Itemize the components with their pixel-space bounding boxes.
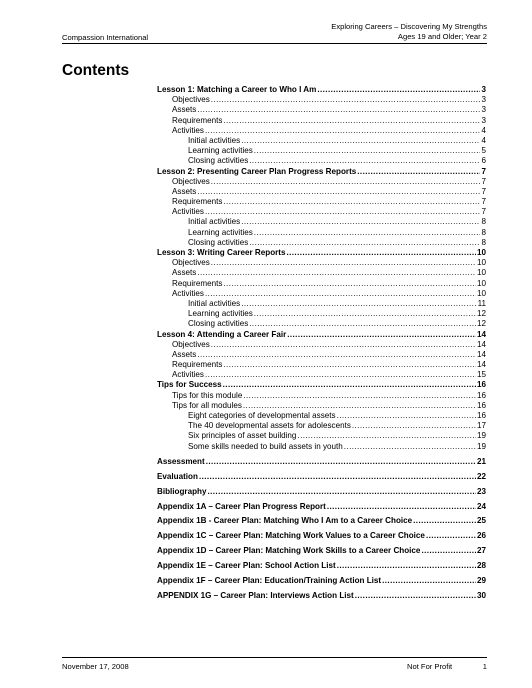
toc-entry-page: 16 bbox=[476, 390, 486, 400]
toc-dot-leader bbox=[223, 380, 476, 390]
toc-entry-page: 15 bbox=[476, 370, 486, 380]
toc-dot-leader bbox=[207, 487, 476, 497]
toc-entry[interactable] bbox=[157, 309, 486, 319]
toc-entry-page: 24 bbox=[476, 501, 486, 511]
toc-entry[interactable] bbox=[157, 487, 486, 497]
toc-dot-leader bbox=[327, 502, 476, 512]
toc-entry-label: Requirements bbox=[172, 197, 223, 207]
toc-dot-leader bbox=[413, 516, 476, 526]
toc-dot-leader bbox=[352, 421, 476, 431]
footer-divider bbox=[62, 657, 487, 658]
toc-dot-leader bbox=[286, 248, 476, 258]
toc-entry-label: Lesson 2: Presenting Career Plan Progress Reports bbox=[157, 166, 357, 176]
toc-entry[interactable] bbox=[157, 167, 486, 177]
toc-entry[interactable] bbox=[157, 401, 486, 411]
toc-dot-leader bbox=[197, 105, 480, 115]
toc-entry[interactable] bbox=[157, 319, 486, 329]
toc-entry-page: 17 bbox=[476, 421, 486, 431]
toc-entry[interactable] bbox=[157, 248, 486, 258]
toc-entry-page: 19 bbox=[476, 441, 486, 451]
toc-entry-page: 14 bbox=[476, 339, 486, 349]
toc-entry-page: 5 bbox=[481, 146, 486, 156]
toc-entry-label: Assets bbox=[172, 349, 197, 359]
toc-entry-label: Appendix 1A – Career Plan Progress Report bbox=[157, 501, 326, 511]
toc-entry-page: 10 bbox=[476, 288, 486, 298]
toc-dot-leader bbox=[197, 268, 476, 278]
toc-entry-page: 14 bbox=[476, 360, 486, 370]
toc-entry-label: Bibliography bbox=[157, 486, 207, 496]
toc-dot-leader bbox=[337, 411, 476, 421]
toc-entry-label: Appendix 1F – Career Plan: Education/Training Action List bbox=[157, 576, 382, 586]
toc-entry-page: 7 bbox=[481, 176, 486, 186]
toc-dot-leader bbox=[254, 146, 481, 156]
toc-dot-leader bbox=[421, 546, 476, 556]
toc-entry-page: 8 bbox=[481, 217, 486, 227]
toc-entry-page: 4 bbox=[481, 135, 486, 145]
toc-entry-label: Closing activities bbox=[188, 156, 249, 166]
toc-entry-label: Initial activities bbox=[188, 298, 241, 308]
toc-dot-leader bbox=[426, 531, 476, 541]
toc-dot-leader bbox=[254, 228, 481, 238]
toc-entry-label: Objectives bbox=[172, 339, 210, 349]
toc-entry-page: 3 bbox=[481, 95, 486, 105]
toc-entry-label: Assessment bbox=[157, 456, 205, 466]
toc-dot-leader bbox=[223, 279, 476, 289]
toc-entry-page: 26 bbox=[476, 531, 486, 541]
toc-dot-leader bbox=[205, 126, 481, 136]
toc-entry[interactable] bbox=[157, 136, 486, 146]
toc-entry-page: 10 bbox=[476, 258, 486, 268]
header-course-audience: Ages 19 and Older; Year 2 bbox=[397, 32, 487, 41]
toc-entry[interactable] bbox=[157, 516, 486, 526]
toc-entry[interactable] bbox=[157, 238, 486, 248]
toc-entry-page: 21 bbox=[476, 456, 486, 466]
toc-entry-page: 12 bbox=[476, 319, 486, 329]
toc-entry[interactable] bbox=[157, 330, 486, 340]
toc-entry[interactable] bbox=[157, 85, 486, 95]
toc-entry[interactable] bbox=[157, 217, 486, 227]
toc-entry[interactable] bbox=[157, 299, 486, 309]
toc-dot-leader bbox=[211, 340, 476, 350]
toc-entry-label: Lesson 4: Attending a Career Fair bbox=[157, 329, 287, 339]
toc-entry[interactable] bbox=[157, 591, 486, 601]
toc-entry[interactable] bbox=[157, 380, 486, 390]
toc-entry-page: 10 bbox=[476, 278, 486, 288]
toc-entry[interactable] bbox=[157, 289, 486, 299]
toc-entry-page: 7 bbox=[481, 197, 486, 207]
toc-entry[interactable] bbox=[157, 502, 486, 512]
toc-dot-leader bbox=[357, 167, 480, 177]
toc-entry[interactable] bbox=[157, 442, 486, 452]
toc-entry[interactable] bbox=[157, 576, 486, 586]
toc-dot-leader bbox=[243, 401, 476, 411]
toc-dot-leader bbox=[205, 207, 481, 217]
toc-dot-leader bbox=[223, 360, 476, 370]
toc-entry[interactable] bbox=[157, 350, 486, 360]
toc-entry-label: The 40 developmental assets for adolescents bbox=[188, 421, 351, 431]
toc-entry[interactable] bbox=[157, 340, 486, 350]
toc-entry[interactable] bbox=[157, 457, 486, 467]
toc-entry[interactable] bbox=[157, 546, 486, 556]
page-title: Contents bbox=[62, 62, 130, 79]
toc-dot-leader bbox=[249, 238, 480, 248]
toc-entry-page: 7 bbox=[481, 207, 486, 217]
toc-entry-label: APPENDIX 1G – Career Plan: Interviews Action List bbox=[157, 591, 354, 601]
toc-entry-label: Tips for this module bbox=[172, 390, 243, 400]
toc-entry-label: Requirements bbox=[172, 360, 223, 370]
toc-dot-leader bbox=[211, 95, 481, 105]
toc-entry[interactable] bbox=[157, 228, 486, 238]
toc-entry[interactable] bbox=[157, 95, 486, 105]
toc-entry-page: 11 bbox=[477, 298, 486, 308]
toc-entry[interactable] bbox=[157, 391, 486, 401]
toc-entry-label: Activities bbox=[172, 288, 204, 298]
toc-entry[interactable] bbox=[157, 146, 486, 156]
toc-dot-leader bbox=[206, 457, 476, 467]
toc-entry-page: 16 bbox=[476, 400, 486, 410]
toc-entry-page: 16 bbox=[476, 380, 486, 390]
toc-entry-label: Initial activities bbox=[188, 217, 241, 227]
toc-entry-page: 10 bbox=[476, 268, 486, 278]
toc-dot-leader bbox=[199, 472, 476, 482]
toc-dot-leader bbox=[249, 156, 480, 166]
toc-entry[interactable] bbox=[157, 411, 486, 421]
toc-entry-page: 29 bbox=[476, 576, 486, 586]
toc-dot-leader bbox=[355, 591, 476, 601]
toc-dot-leader bbox=[205, 289, 476, 299]
header-course-info bbox=[331, 22, 487, 42]
toc-entry-label: Eight categories of developmental assets bbox=[188, 411, 336, 420]
toc-dot-leader bbox=[211, 177, 481, 187]
toc-entry[interactable] bbox=[157, 268, 486, 278]
toc-entry-label: Appendix 1E – Career Plan: School Action List bbox=[157, 561, 336, 571]
toc-entry-page: 22 bbox=[476, 471, 486, 481]
toc-entry[interactable] bbox=[157, 370, 486, 380]
toc-entry-page: 16 bbox=[476, 411, 486, 420]
toc-dot-leader bbox=[344, 442, 476, 452]
toc-entry[interactable] bbox=[157, 472, 486, 482]
toc-entry-label: Closing activities bbox=[188, 237, 249, 247]
toc-dot-leader bbox=[254, 309, 476, 319]
table-of-contents bbox=[157, 85, 486, 602]
toc-entry-page: 12 bbox=[476, 309, 486, 319]
toc-entry-label: Assets bbox=[172, 268, 197, 278]
toc-entry-page: 3 bbox=[481, 105, 486, 115]
toc-entry[interactable] bbox=[157, 531, 486, 541]
toc-entry-label: Activities bbox=[172, 207, 204, 217]
toc-entry-label: Evaluation bbox=[157, 471, 198, 481]
toc-entry-label: Requirements bbox=[172, 115, 223, 125]
toc-entry-page: 10 bbox=[476, 248, 486, 257]
footer-note: Not For Profit bbox=[407, 662, 453, 671]
toc-dot-leader bbox=[223, 197, 480, 207]
toc-entry[interactable] bbox=[157, 156, 486, 166]
header-divider bbox=[62, 43, 487, 44]
header-organization: Compassion International bbox=[62, 33, 149, 42]
toc-dot-leader bbox=[382, 576, 476, 586]
toc-entry[interactable] bbox=[157, 360, 486, 370]
toc-entry-label: Learning activities bbox=[188, 146, 253, 156]
toc-entry-page: 8 bbox=[481, 237, 486, 247]
toc-entry-page: 3 bbox=[481, 115, 486, 125]
toc-entry-label: Activities bbox=[172, 370, 204, 380]
toc-entry[interactable] bbox=[157, 207, 486, 217]
toc-entry-page: 14 bbox=[476, 329, 486, 339]
toc-entry-label: Appendix 1D – Career Plan: Matching Work Skills to a Career Choice bbox=[157, 546, 421, 556]
toc-entry-page: 3 bbox=[481, 85, 486, 94]
toc-entry-label: Assets bbox=[172, 186, 197, 196]
footer-page-number: 1 bbox=[482, 662, 487, 671]
toc-entry-page: 7 bbox=[481, 166, 486, 176]
toc-entry[interactable] bbox=[157, 187, 486, 197]
toc-entry-label: Closing activities bbox=[188, 319, 249, 329]
toc-entry-page: 4 bbox=[481, 125, 486, 135]
toc-entry-page: 25 bbox=[476, 516, 486, 526]
toc-entry-label: Appendix 1B - Career Plan: Matching Who I Am to a Career Choice bbox=[157, 516, 413, 526]
toc-entry[interactable] bbox=[157, 177, 486, 187]
toc-entry-label: Activities bbox=[172, 125, 204, 135]
toc-entry-label: Tips for all modules bbox=[172, 400, 242, 410]
toc-dot-leader bbox=[297, 431, 476, 441]
toc-dot-leader bbox=[205, 370, 476, 380]
toc-dot-leader bbox=[243, 391, 476, 401]
toc-entry[interactable] bbox=[157, 421, 486, 431]
footer-date: November 17, 2008 bbox=[62, 662, 129, 671]
toc-entry-page: 7 bbox=[481, 186, 486, 196]
toc-dot-leader bbox=[287, 330, 476, 340]
header-course-title: Exploring Careers – Discovering My Strengths bbox=[331, 22, 487, 31]
toc-entry-page: 8 bbox=[481, 227, 486, 237]
toc-entry[interactable] bbox=[157, 431, 486, 441]
toc-entry-page: 14 bbox=[476, 349, 486, 359]
toc-entry-label: Objectives bbox=[172, 258, 210, 268]
toc-entry-label: Objectives bbox=[172, 176, 210, 186]
toc-entry-page: 30 bbox=[476, 591, 486, 601]
toc-dot-leader bbox=[241, 217, 480, 227]
toc-entry-page: 19 bbox=[476, 431, 486, 441]
toc-entry-page: 28 bbox=[476, 561, 486, 571]
toc-entry[interactable] bbox=[157, 105, 486, 115]
toc-entry-label: Some skills needed to build assets in youth bbox=[188, 441, 343, 451]
toc-dot-leader bbox=[197, 187, 480, 197]
toc-entry-label: Initial activities bbox=[188, 135, 241, 145]
toc-entry-label: Six principles of asset building bbox=[188, 431, 297, 441]
toc-entry[interactable] bbox=[157, 126, 486, 136]
toc-dot-leader bbox=[223, 116, 480, 126]
toc-entry-label: Learning activities bbox=[188, 227, 253, 237]
toc-dot-leader bbox=[337, 561, 476, 571]
toc-dot-leader bbox=[197, 350, 476, 360]
toc-dot-leader bbox=[241, 299, 476, 309]
toc-entry-label: Lesson 3: Writing Career Reports bbox=[157, 248, 286, 257]
toc-entry-label: Tips for Success bbox=[157, 380, 222, 390]
toc-entry-page: 6 bbox=[481, 156, 486, 166]
toc-entry[interactable] bbox=[157, 279, 486, 289]
toc-entry-label: Requirements bbox=[172, 278, 223, 288]
toc-dot-leader bbox=[249, 319, 476, 329]
toc-entry-label: Learning activities bbox=[188, 309, 253, 319]
toc-dot-leader bbox=[241, 136, 480, 146]
toc-entry[interactable] bbox=[157, 197, 486, 207]
toc-dot-leader bbox=[211, 258, 476, 268]
toc-entry[interactable] bbox=[157, 116, 486, 126]
toc-entry-label: Assets bbox=[172, 105, 197, 115]
toc-entry-label: Appendix 1C – Career Plan: Matching Work Values to a Career Choice bbox=[157, 531, 425, 541]
toc-entry-page: 23 bbox=[476, 486, 486, 496]
toc-entry[interactable] bbox=[157, 258, 486, 268]
toc-dot-leader bbox=[317, 85, 480, 95]
toc-entry-page: 27 bbox=[476, 546, 486, 556]
toc-entry-label: Objectives bbox=[172, 95, 210, 105]
toc-entry[interactable] bbox=[157, 561, 486, 571]
toc-entry-label: Lesson 1: Matching a Career to Who I Am bbox=[157, 85, 317, 94]
